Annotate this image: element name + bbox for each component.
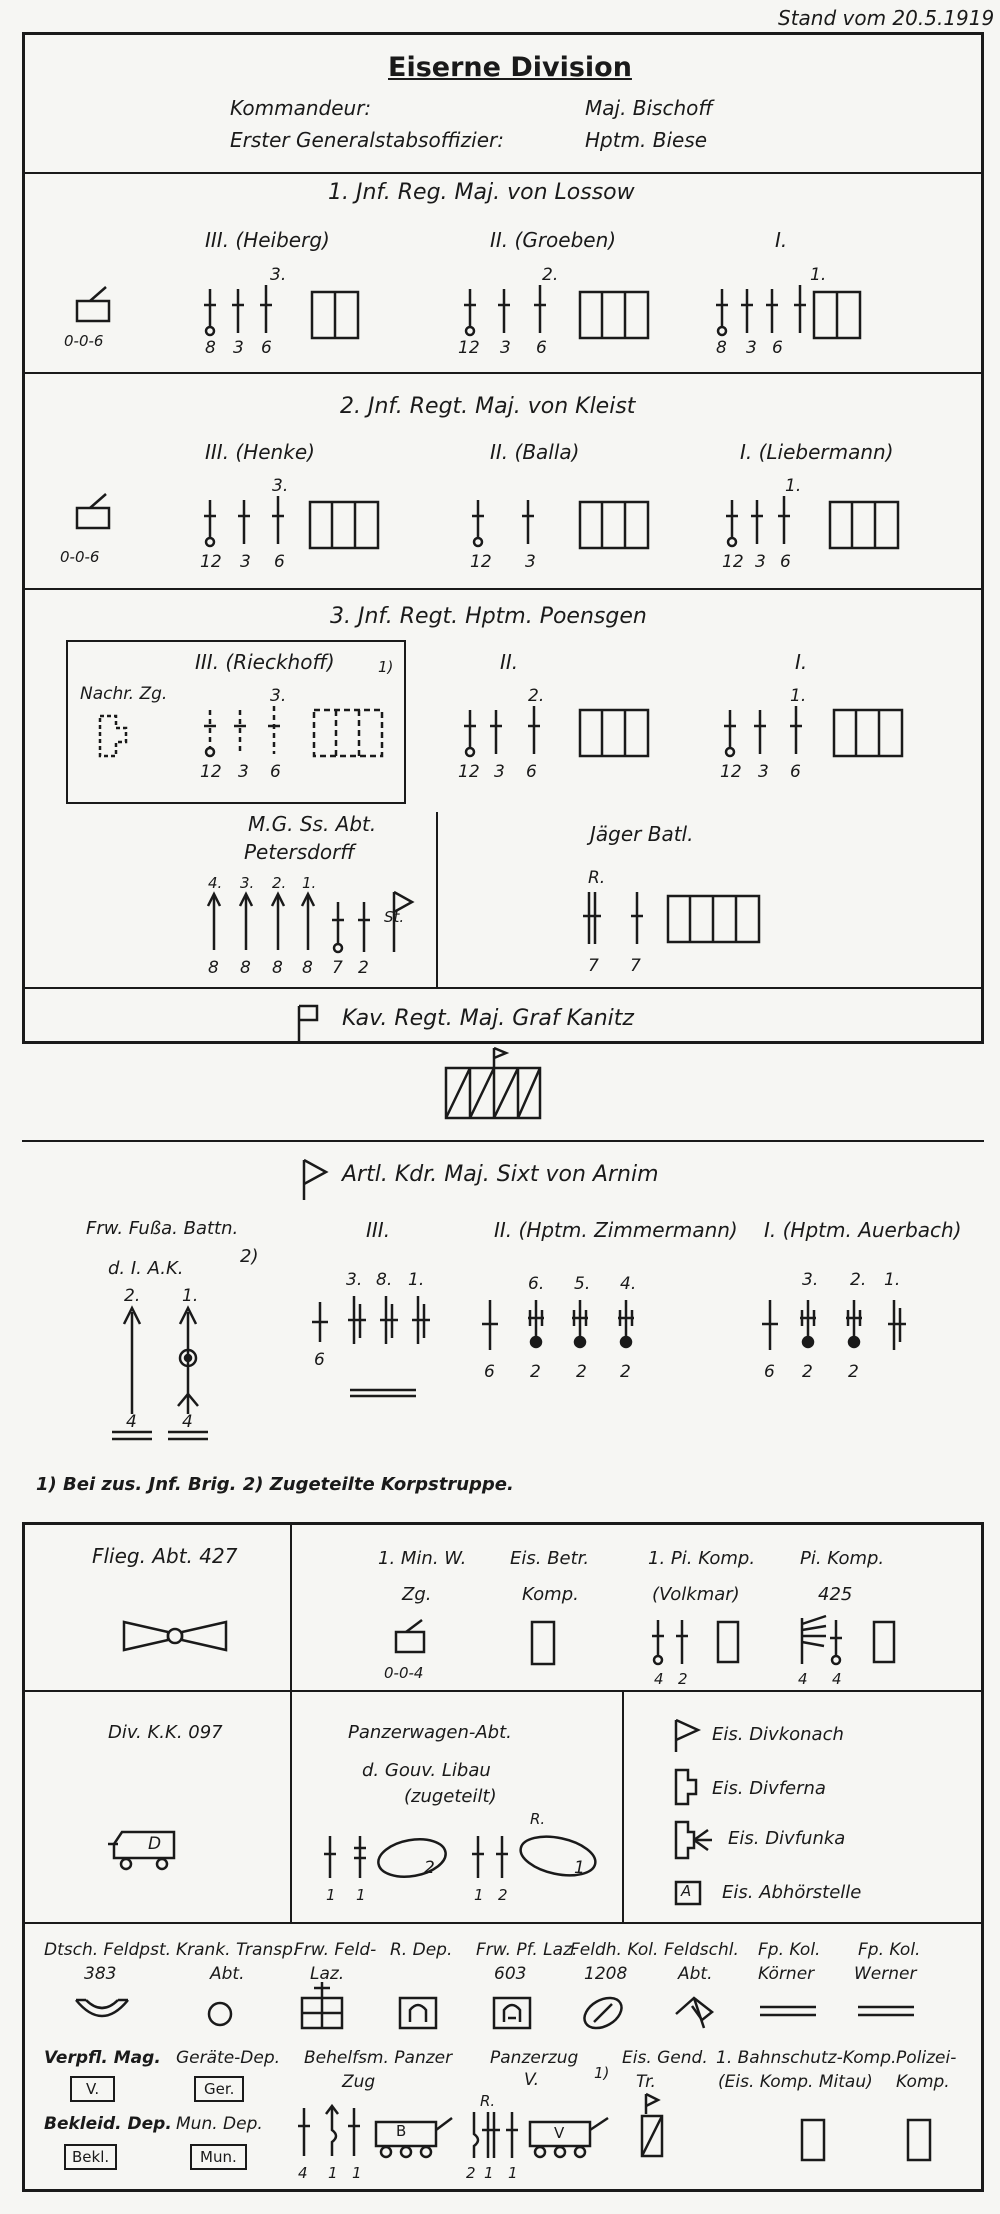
legend-a: A: [681, 1882, 692, 1900]
panzerzug-v: V.: [524, 2070, 540, 2090]
jaeger-n1: 7: [588, 956, 599, 976]
mg-top4: 1.: [302, 874, 317, 892]
reg3-bat3-n3: 6: [270, 762, 281, 782]
r1-l7b: Abt.: [678, 1964, 713, 1984]
cavalry-symbol: [444, 1046, 544, 1122]
panzerzug-n3: 1: [508, 2164, 518, 2182]
artl-title: Artl. Kdr. Maj. Sixt von Arnim: [342, 1162, 659, 1187]
frw-note: 2): [240, 1246, 259, 1267]
panzer-na1: 1: [326, 1886, 336, 1904]
pennant-icon: [300, 1158, 330, 1202]
divider: [22, 987, 984, 989]
panzerzug-r: R.: [480, 2092, 496, 2110]
reg1-bat2-n1: 12: [458, 338, 480, 358]
divider: [290, 1522, 292, 1922]
divider: [22, 588, 984, 590]
artl-b2-n4: 2: [620, 1362, 631, 1382]
flieg-label: Flieg. Abt. 427: [92, 1544, 238, 1568]
nachr-label: Nachr. Zg.: [80, 684, 168, 704]
artl-b3-label: III.: [366, 1218, 391, 1242]
bahn-label1: 1. Bahnschutz-Komp.: [716, 2048, 897, 2068]
frw-n1: 4: [126, 1412, 137, 1432]
mg-n4: 8: [302, 958, 313, 978]
legend-4: Eis. Abhörstelle: [722, 1882, 862, 1903]
car-icon: [104, 1822, 184, 1872]
kommandeur-name: Maj. Bischoff: [585, 96, 713, 120]
panzer-label3: (zugeteilt): [404, 1786, 497, 1807]
reg3-bat2-label: II.: [500, 650, 519, 674]
frw-top1: 2.: [124, 1286, 141, 1306]
r1-l1a: Dtsch. Feldpst.: [44, 1940, 172, 1960]
reg3-bat3-top: 3.: [270, 686, 287, 706]
reg2-bat1-n1: 12: [722, 552, 744, 572]
panzer-label2: d. Gouv. Libau: [362, 1760, 491, 1781]
company-boxes: [578, 708, 650, 758]
artl-b3-num: 6: [314, 1350, 325, 1370]
post-horn-icon: [72, 1992, 132, 2028]
artl-b2-n3: 2: [576, 1362, 587, 1382]
remount-depot-icon: [398, 1996, 438, 2030]
artl-b2-top1: 6.: [528, 1274, 545, 1294]
reg2-bat2-label: II. (Balla): [490, 440, 580, 464]
eisgend-label2: Tr.: [636, 2072, 656, 2092]
artl-b1-n3: 2: [848, 1362, 859, 1382]
divkk-d: D: [148, 1834, 162, 1854]
verpfl-label: Verpfl. Mag.: [44, 2048, 161, 2068]
minw-label2: Zg.: [402, 1584, 432, 1605]
eisbetr-label2: Komp.: [522, 1584, 579, 1605]
minw-label1: 1. Min. W.: [378, 1548, 467, 1569]
mg-n3: 8: [272, 958, 283, 978]
reg3-bat3-n1: 12: [200, 762, 222, 782]
artillery-symbols: [476, 1296, 656, 1356]
company-boxes: [666, 894, 761, 944]
plane-icon: [120, 1616, 230, 1656]
behelf-n3: 1: [352, 2164, 362, 2182]
reg1-bat2-n3: 6: [536, 338, 547, 358]
company-boxes: [832, 708, 904, 758]
company-box: [800, 2118, 826, 2162]
artl-b1-top2: 2.: [850, 1270, 867, 1290]
divider: [22, 1140, 984, 1142]
artl-b2-n2: 2: [530, 1362, 541, 1382]
jaeger-symbols: [575, 888, 655, 948]
flag-icon: [295, 1004, 325, 1044]
panzerzug-box: V: [554, 2124, 565, 2142]
legend-1: Eis. Divkonach: [712, 1724, 844, 1745]
reg1-bat3-n3: 6: [261, 338, 272, 358]
behelf-label1: Behelfsm. Panzer: [304, 2048, 453, 2068]
mg-top1: 4.: [208, 874, 223, 892]
minw-code: 0-0-4: [384, 1664, 424, 1682]
reg3-bat2-top: 2.: [528, 686, 545, 706]
reg2-bat1-top: 1.: [785, 476, 802, 496]
erster-label: Erster Generalstabsoffizier:: [230, 128, 505, 152]
armored-car-symbols: [318, 1832, 618, 1886]
reg3-bat1-top: 1.: [790, 686, 807, 706]
radio-icon: [672, 1820, 718, 1860]
reg1-bat2-top: 2.: [542, 265, 559, 285]
divider: [22, 1690, 984, 1692]
pikomp425-n1: 4: [798, 1670, 808, 1688]
reg2-bat3-n3: 6: [274, 552, 285, 572]
mortar-icon: [72, 492, 122, 542]
divider: [22, 372, 984, 374]
battalion-symbol: [200, 496, 290, 551]
reg3-bat3-n2: 3: [238, 762, 249, 782]
r1-l3a: Frw. Feld-: [294, 1940, 377, 1960]
reg3-bat2-n1: 12: [458, 762, 480, 782]
battalion-symbol: [722, 496, 812, 551]
polizei-label1: Polizei-: [896, 2048, 957, 2068]
reg2-bat3-n2: 3: [240, 552, 251, 572]
reg3-bat2-n3: 6: [526, 762, 537, 782]
panzer-nb2: 2: [498, 1886, 508, 1904]
r1-l8a: Fp. Kol.: [758, 1940, 821, 1960]
reg3-bat1-n3: 6: [790, 762, 801, 782]
divider: [22, 1922, 984, 1924]
mortar-icon: [392, 1618, 436, 1658]
geraete-box: Ger.: [194, 2076, 244, 2102]
r1-l3b: Laz.: [310, 1964, 345, 1984]
artillery-symbols: [306, 1292, 436, 1402]
divider: [436, 812, 438, 987]
reg3-title: 3. Jnf. Regt. Hptm. Poensgen: [330, 604, 647, 629]
reg2-bat3-label: III. (Henke): [205, 440, 315, 464]
jaeger-title: Jäger Batl.: [590, 822, 694, 846]
artl-b1-label: I. (Hptm. Auerbach): [764, 1218, 962, 1242]
artl-b2-top2: 5.: [574, 1274, 591, 1294]
r1-l2b: Abt.: [210, 1964, 245, 1984]
company-box: [530, 1620, 556, 1666]
artl-b1-top1: 3.: [802, 1270, 819, 1290]
reg1-code: 0-0-6: [64, 332, 104, 350]
reg2-bat2-n2: 3: [525, 552, 536, 572]
reg1-bat3-label: III. (Heiberg): [205, 228, 330, 252]
frw-label1: Frw. Fußa. Battn.: [86, 1218, 239, 1239]
reg3-bat3-label: III. (Rieckhoff): [195, 650, 335, 674]
panzerzug-n1: 2: [466, 2164, 476, 2182]
reg2-bat2-n1: 12: [470, 552, 492, 572]
company-boxes: [578, 500, 650, 550]
reg2-bat1-label: I. (Liebermann): [740, 440, 894, 464]
eisgend-label1: Eis. Gend.: [622, 2048, 708, 2068]
pikomp-n1: 4: [654, 1670, 664, 1688]
mortar-icon: [72, 285, 122, 335]
jaeger-r: R.: [588, 868, 606, 888]
butcher-icon: [672, 1992, 718, 2032]
reg1-bat3-n2: 3: [233, 338, 244, 358]
pikomp425-label2: 425: [818, 1584, 853, 1605]
pioneer-symbols: [648, 1616, 748, 1670]
reg2-code: 0-0-6: [60, 548, 100, 566]
ambulance-column-icon: [580, 1994, 626, 2032]
reg3-bat3-note: 1): [378, 658, 394, 676]
stand-date: Stand vom 20.5.1919: [778, 6, 995, 30]
artl-b1-top3: 1.: [884, 1270, 901, 1290]
battalion-symbol: [712, 285, 812, 340]
reg1-bat3-n1: 8: [205, 338, 216, 358]
battalion-symbol: [200, 285, 280, 340]
panzer-sub-a: 2: [424, 1858, 435, 1878]
artl-b3-top2: 8.: [376, 1270, 393, 1290]
kommandeur-label: Kommandeur:: [230, 96, 372, 120]
heavy-artillery-symbols: [108, 1302, 218, 1442]
pioneer-symbols: [792, 1614, 922, 1670]
geraete-label: Geräte-Dep.: [176, 2048, 281, 2068]
gendarmerie-icon: [638, 2092, 668, 2162]
behelf-label2: Zug: [342, 2072, 376, 2092]
telephone-icon: [672, 1768, 702, 1808]
artl-b2-n1: 6: [484, 1362, 495, 1382]
bekl-label: Bekleid. Dep.: [44, 2114, 172, 2134]
r1-l5b: 603: [494, 1964, 527, 1984]
reg2-bat3-n1: 12: [200, 552, 222, 572]
reg3-bat2-n2: 3: [494, 762, 505, 782]
company-box: [906, 2118, 932, 2162]
pennant-icon: [672, 1718, 702, 1754]
behelf-n2: 1: [328, 2164, 338, 2182]
mg-symbols: [200, 888, 430, 958]
reg1-bat1-label: I.: [775, 228, 788, 252]
r1-l6a: Feldh. Kol.: [570, 1940, 659, 1960]
divkk-label: Div. K.K. 097: [108, 1722, 223, 1743]
pikomp-label1: 1. Pi. Komp.: [648, 1548, 756, 1569]
pikomp-label2: (Volkmar): [652, 1584, 740, 1605]
company-boxes: [310, 290, 360, 340]
r1-l9a: Fp. Kol.: [858, 1940, 921, 1960]
mg-title1: M.G. Ss. Abt.: [248, 812, 377, 836]
panzer-r: R.: [530, 1810, 546, 1828]
reg2-bat1-n3: 6: [780, 552, 791, 572]
mg-title2: Petersdorff: [244, 840, 355, 864]
reg1-bat2-label: II. (Groeben): [490, 228, 617, 252]
mg-n5: 7: [332, 958, 343, 978]
reg1-bat2-n2: 3: [500, 338, 511, 358]
r1-l6b: 1208: [584, 1964, 628, 1984]
r1-l4a: R. Dep.: [390, 1940, 453, 1960]
r1-l5a: Frw. Pf. Laz.: [476, 1940, 578, 1960]
footnote: 1) Bei zus. Jnf. Brig. 2) Zugeteilte Korpstruppe.: [36, 1474, 514, 1495]
artl-b1-n1: 6: [764, 1362, 775, 1382]
company-boxes: [308, 500, 380, 550]
panzer-label1: Panzerwagen-Abt.: [348, 1722, 512, 1743]
mun-label: Mun. Dep.: [176, 2114, 263, 2134]
behelf-n1: 4: [298, 2164, 308, 2182]
panzer-sub-b: 1: [574, 1858, 585, 1878]
divider: [22, 172, 984, 174]
panzer-nb1: 1: [474, 1886, 484, 1904]
division-title: Eiserne Division: [388, 52, 632, 83]
artl-b3-top1: 3.: [346, 1270, 363, 1290]
battalion-symbol: [200, 706, 290, 761]
divider: [622, 1690, 624, 1922]
battalion-symbol: [468, 496, 538, 551]
panzer-na2: 1: [356, 1886, 366, 1904]
pikomp425-n2: 4: [832, 1670, 842, 1688]
mg-top2: 3.: [240, 874, 255, 892]
reg3-bat1-label: I.: [795, 650, 808, 674]
artl-b2-top3: 4.: [620, 1274, 637, 1294]
verpfl-box: V.: [70, 2076, 115, 2102]
company-boxes: [812, 290, 862, 340]
legend-2: Eis. Divferna: [712, 1778, 826, 1799]
artl-b1-n2: 2: [802, 1362, 813, 1382]
eisbetr-label1: Eis. Betr.: [510, 1548, 590, 1569]
bekl-box: Bekl.: [64, 2144, 117, 2170]
mun-box: Mun.: [190, 2144, 247, 2170]
artillery-symbols: [756, 1296, 916, 1356]
frw-top2: 1.: [182, 1286, 199, 1306]
panzerzug-note: 1): [594, 2064, 610, 2082]
r1-l8b: Körner: [758, 1964, 815, 1984]
reg3-bat1-n1: 12: [720, 762, 742, 782]
column-icon: [856, 2004, 916, 2018]
artl-b3-top3: 1.: [408, 1270, 425, 1290]
r1-l1b: 383: [84, 1964, 117, 1984]
reg1-bat1-n2: 3: [746, 338, 757, 358]
pikomp425-label1: Pi. Komp.: [800, 1548, 885, 1569]
frw-label2: d. I. A.K.: [108, 1258, 184, 1279]
r1-l7a: Feldschl.: [664, 1940, 739, 1960]
reg1-bat1-top: 1.: [810, 265, 827, 285]
company-boxes: [312, 708, 384, 758]
battalion-symbol: [720, 706, 810, 761]
circle-icon: [206, 2000, 234, 2028]
horse-hospital-icon: [492, 1996, 532, 2030]
r1-l2a: Krank. Transp.: [176, 1940, 299, 1960]
reg1-title: 1. Jnf. Reg. Maj. von Lossow: [328, 180, 635, 205]
reg1-bat3-top: 3.: [270, 265, 287, 285]
mg-n6: 2: [358, 958, 369, 978]
polizei-label2: Komp.: [896, 2072, 950, 2092]
reg2-bat1-n2: 3: [755, 552, 766, 572]
mg-top3: 2.: [272, 874, 287, 892]
battalion-symbol: [460, 285, 550, 340]
reg2-title: 2. Jnf. Regt. Maj. von Kleist: [340, 394, 636, 419]
erster-name: Hptm. Biese: [585, 128, 708, 152]
reg1-bat1-n3: 6: [772, 338, 783, 358]
legend-3: Eis. Divfunka: [728, 1828, 846, 1849]
reg2-bat3-top: 3.: [272, 476, 289, 496]
column-icon: [758, 2004, 818, 2018]
panzerzug-n2: 1: [484, 2164, 494, 2182]
armored-train-symbols: [296, 2100, 456, 2162]
frw-n2: 4: [182, 1412, 193, 1432]
battalion-symbol: [460, 706, 550, 761]
kav-title: Kav. Regt. Maj. Graf Kanitz: [342, 1006, 634, 1031]
r1-l9b: Werner: [854, 1964, 917, 1984]
company-boxes: [828, 500, 900, 550]
hospital-icon: [300, 1980, 344, 2032]
signal-platoon-icon: [96, 712, 136, 762]
mg-n1: 8: [208, 958, 219, 978]
artl-b2-label: II. (Hptm. Zimmermann): [494, 1218, 738, 1242]
armored-train-symbols: [464, 2104, 614, 2164]
reg1-bat1-n1: 8: [716, 338, 727, 358]
behelf-b: B: [396, 2122, 407, 2140]
panzerzug-label: Panzerzug: [490, 2048, 579, 2068]
mg-n2: 8: [240, 958, 251, 978]
company-boxes: [578, 290, 650, 340]
jaeger-n2: 7: [630, 956, 641, 976]
reg3-bat1-n2: 3: [758, 762, 769, 782]
mg-st: St.: [384, 908, 405, 926]
bahn-label2: (Eis. Komp. Mitau): [718, 2072, 873, 2092]
pikomp-n2: 2: [678, 1670, 688, 1688]
